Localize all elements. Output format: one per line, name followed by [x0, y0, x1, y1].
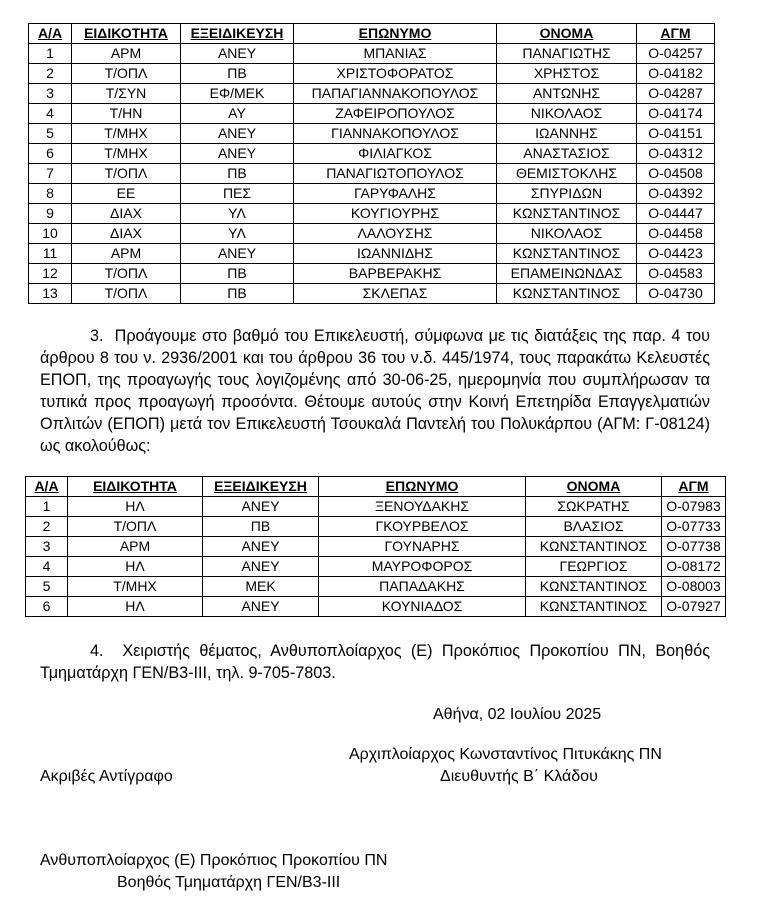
cell-first-name: ΧΡΗΣΤΟΣ — [497, 64, 637, 84]
table-row — [29, 144, 715, 164]
cell-subspecialty: ΠΒ — [181, 164, 294, 184]
cell-specialty: Τ/ΟΠΛ — [72, 164, 181, 184]
paragraph-3 — [40, 325, 710, 457]
cell-first-name: ΑΝΤΩΝΗΣ — [497, 84, 637, 104]
column-header-surname: ΕΠΩΝΥΜΟ — [294, 24, 497, 44]
paragraph-text: Προάγουμε στο βαθμό του Επικελευστή, σύμφωνα με τις διατάξεις της παρ. 4 του άρθρου 8 του ν. 2936/2001 και του άρθρου 36 του ν.δ. 445/1974, τους παρακάτω Κελευστές ΕΠΟΠ, της προαγωγής τους λογιζομένης από 30-06-25, ημερομηνία που συμπλήρωσαν τα τυπικά προς προαγωγή προσόντα. Θέτουμε αυτούς στην Κοινή Επετηρίδα Επαγγελματιών Οπλιτών (ΕΠΟΠ) μετά τον Επικελευστή Τσουκαλά Παντελή του Πολυκάρπου (ΑΓΜ: Γ-08124) ως ακολούθως: — [40, 327, 710, 455]
table-row — [29, 104, 715, 124]
cell-aa: 10 — [29, 224, 72, 244]
cell-first-name: ΚΩΝΣΤΑΝΤΙΝΟΣ — [526, 597, 662, 617]
cell-first-name: ΚΩΝΣΤΑΝΤΙΝΟΣ — [526, 577, 662, 597]
table-row — [26, 517, 726, 537]
table-row — [29, 184, 715, 204]
table-row — [29, 284, 715, 304]
cell-aa: 12 — [29, 264, 72, 284]
cell-surname: ΓΚΟΥΡΒΕΛΟΣ — [319, 517, 526, 537]
table-header-row — [29, 24, 715, 44]
place-date: Αθήνα, 02 Ιουλίου 2025 — [433, 706, 602, 723]
cell-agm: Ο-08172 — [662, 557, 726, 577]
cell-surname: ΠΑΝΑΓΙΩΤΟΠΟΥΛΟΣ — [294, 164, 497, 184]
cell-aa: 6 — [26, 597, 68, 617]
cell-aa: 1 — [29, 44, 72, 64]
cell-surname: ΣΚΛΕΠΑΣ — [294, 284, 497, 304]
paragraph-4 — [40, 640, 710, 684]
cell-agm: Ο-04182 — [637, 64, 715, 84]
cell-subspecialty: ΑΝΕΥ — [181, 244, 294, 264]
cell-aa: 3 — [29, 84, 72, 104]
cell-specialty: Τ/ΟΠΛ — [72, 284, 181, 304]
cell-subspecialty: ΑΝΕΥ — [203, 497, 319, 517]
table-row — [26, 557, 726, 577]
table-row — [29, 204, 715, 224]
column-header-specialty: ΕΙΔΙΚΟΤΗΤΑ — [68, 477, 203, 497]
cell-surname: ΒΑΡΒΕΡΑΚΗΣ — [294, 264, 497, 284]
cell-first-name: ΑΝΑΣΤΑΣΙΟΣ — [497, 144, 637, 164]
column-header-aa: Α/Α — [29, 24, 72, 44]
cell-subspecialty: ΑΝΕΥ — [181, 44, 294, 64]
certifier-name: Ανθυποπλοίαρχος (Ε) Προκόπιος Προκοπίου ΠΝ — [40, 852, 388, 869]
cell-subspecialty: ΑΥ — [181, 104, 294, 124]
cell-agm: Ο-04583 — [637, 264, 715, 284]
cell-specialty: Τ/ΜΗΧ — [72, 144, 181, 164]
table-row — [26, 537, 726, 557]
cell-agm: Ο-04730 — [637, 284, 715, 304]
table-row — [29, 264, 715, 284]
cell-subspecialty: ΑΝΕΥ — [203, 537, 319, 557]
cell-specialty: ΑΡΜ — [72, 244, 181, 264]
cell-subspecialty: ΕΦ/ΜΕΚ — [181, 84, 294, 104]
cell-specialty: Τ/ΜΗΧ — [68, 577, 203, 597]
cell-first-name: ΚΩΝΣΤΑΝΤΙΝΟΣ — [497, 204, 637, 224]
cell-surname: ΚΟΥΓΙΟΥΡΗΣ — [294, 204, 497, 224]
cell-agm: Ο-04312 — [637, 144, 715, 164]
table-row — [26, 577, 726, 597]
cell-specialty: Τ/ΟΠΛ — [68, 517, 203, 537]
cell-first-name: ΕΠΑΜΕΙΝΩΝΔΑΣ — [497, 264, 637, 284]
cell-agm: Ο-07738 — [662, 537, 726, 557]
cell-first-name: ΚΩΝΣΤΑΝΤΙΝΟΣ — [497, 244, 637, 264]
promotion-table-2 — [25, 476, 726, 617]
column-header-agm: ΑΓΜ — [637, 24, 715, 44]
cell-first-name: ΙΩΑΝΝΗΣ — [497, 124, 637, 144]
cell-agm: Ο-04151 — [637, 124, 715, 144]
column-header-first-name: ΟΝΟΜΑ — [526, 477, 662, 497]
signatory-title: Διευθυντής Β΄ Κλάδου — [440, 768, 598, 785]
cell-subspecialty: ΑΝΕΥ — [203, 597, 319, 617]
cell-surname: ΦΙΛΙΑΓΚΟΣ — [294, 144, 497, 164]
cell-first-name: ΠΑΝΑΓΙΩΤΗΣ — [497, 44, 637, 64]
cell-aa: 4 — [29, 104, 72, 124]
cell-aa: 9 — [29, 204, 72, 224]
cell-specialty: Τ/ΜΗΧ — [72, 124, 181, 144]
cell-first-name: ΝΙΚΟΛΑΟΣ — [497, 104, 637, 124]
cell-subspecialty: ΑΝΕΥ — [181, 144, 294, 164]
cell-first-name: ΓΕΩΡΓΙΟΣ — [526, 557, 662, 577]
cell-surname: ΧΡΙΣΤΟΦΟΡΑΤΟΣ — [294, 64, 497, 84]
table-row — [29, 64, 715, 84]
cell-surname: ΓΑΡΥΦΑΛΗΣ — [294, 184, 497, 204]
cell-agm: Ο-04392 — [637, 184, 715, 204]
cell-aa: 4 — [26, 557, 68, 577]
column-header-subspecialty: ΕΞΕΙΔΙΚΕΥΣΗ — [181, 24, 294, 44]
cell-agm: Ο-07733 — [662, 517, 726, 537]
cell-aa: 5 — [26, 577, 68, 597]
column-header-agm: ΑΓΜ — [662, 477, 726, 497]
column-header-specialty: ΕΙΔΙΚΟΤΗΤΑ — [72, 24, 181, 44]
column-header-subspecialty: ΕΞΕΙΔΙΚΕΥΣΗ — [203, 477, 319, 497]
cell-specialty: ΗΛ — [68, 497, 203, 517]
cell-first-name: ΘΕΜΙΣΤΟΚΛΗΣ — [497, 164, 637, 184]
cell-specialty: Τ/ΟΠΛ — [72, 64, 181, 84]
cell-surname: ΜΑΥΡΟΦΟΡΟΣ — [319, 557, 526, 577]
cell-agm: Ο-04257 — [637, 44, 715, 64]
cell-subspecialty: ΜΕΚ — [203, 577, 319, 597]
cell-specialty: ΔΙΑΧ — [72, 224, 181, 244]
cell-agm: Ο-08003 — [662, 577, 726, 597]
cell-agm: Ο-04458 — [637, 224, 715, 244]
cell-agm: Ο-04447 — [637, 204, 715, 224]
table-row — [29, 84, 715, 104]
cell-aa: 11 — [29, 244, 72, 264]
certifier-title: Βοηθός Τμηματάρχη ΓΕΝ/Β3-ΙΙΙ — [117, 874, 341, 891]
cell-surname: ΞΕΝΟΥΔΑΚΗΣ — [319, 497, 526, 517]
column-header-aa: Α/Α — [26, 477, 68, 497]
cell-first-name: ΣΠΥΡΙΔΩΝ — [497, 184, 637, 204]
column-header-first-name: ΟΝΟΜΑ — [497, 24, 637, 44]
cell-aa: 5 — [29, 124, 72, 144]
cell-specialty: ΗΛ — [68, 597, 203, 617]
cell-aa: 7 — [29, 164, 72, 184]
cell-aa: 2 — [29, 64, 72, 84]
cell-surname: ΓΟΥΝΑΡΗΣ — [319, 537, 526, 557]
table-header-row — [26, 477, 726, 497]
cell-specialty: Τ/ΗΝ — [72, 104, 181, 124]
cell-agm: Ο-04423 — [637, 244, 715, 264]
cell-specialty: Τ/ΟΠΛ — [72, 264, 181, 284]
cell-surname: ΛΑΛΟΥΣΗΣ — [294, 224, 497, 244]
cell-surname: ΓΙΑΝΝΑΚΟΠΟΥΛΟΣ — [294, 124, 497, 144]
cell-agm: Ο-04287 — [637, 84, 715, 104]
cell-aa: 13 — [29, 284, 72, 304]
table-row — [29, 124, 715, 144]
cell-surname: ΠΑΠΑΓΙΑΝΝΑΚΟΠΟΥΛΟΣ — [294, 84, 497, 104]
cell-first-name: ΣΩΚΡΑΤΗΣ — [526, 497, 662, 517]
cell-agm: Ο-04174 — [637, 104, 715, 124]
cell-first-name: ΒΛΑΣΙΟΣ — [526, 517, 662, 537]
cell-subspecialty: ΠΒ — [203, 517, 319, 537]
table-row — [29, 244, 715, 264]
promotion-table-1 — [28, 23, 715, 304]
certified-copy-label: Ακριβές Αντίγραφο — [40, 768, 173, 785]
cell-surname: ΖΑΦΕΙΡΟΠΟΥΛΟΣ — [294, 104, 497, 124]
paragraph-number: 3. — [90, 327, 104, 345]
cell-first-name: ΚΩΝΣΤΑΝΤΙΝΟΣ — [497, 284, 637, 304]
cell-subspecialty: ΠΒ — [181, 264, 294, 284]
cell-specialty: ΕΕ — [72, 184, 181, 204]
table-row — [29, 44, 715, 64]
cell-agm: Ο-07983 — [662, 497, 726, 517]
cell-specialty: ΑΡΜ — [72, 44, 181, 64]
cell-subspecialty: ΑΝΕΥ — [203, 557, 319, 577]
table-row — [29, 224, 715, 244]
cell-surname: ΜΠΑΝΙΑΣ — [294, 44, 497, 64]
cell-subspecialty: ΥΛ — [181, 204, 294, 224]
paragraph-text: Χειριστής θέματος, Ανθυποπλοίαρχος (Ε) Προκόπιος Προκοπίου ΠΝ, Βοηθός Τμηματάρχη ΓΕΝ/Β3-ΙΙΙ, τηλ. 9-705-7803. — [40, 642, 710, 682]
cell-aa: 6 — [29, 144, 72, 164]
cell-specialty: ΗΛ — [68, 557, 203, 577]
cell-first-name: ΝΙΚΟΛΑΟΣ — [497, 224, 637, 244]
cell-surname: ΠΑΠΑΔΑΚΗΣ — [319, 577, 526, 597]
table-row — [29, 164, 715, 184]
cell-subspecialty: ΠΒ — [181, 284, 294, 304]
cell-aa: 2 — [26, 517, 68, 537]
cell-subspecialty: ΥΛ — [181, 224, 294, 244]
column-header-surname: ΕΠΩΝΥΜΟ — [319, 477, 526, 497]
cell-first-name: ΚΩΝΣΤΑΝΤΙΝΟΣ — [526, 537, 662, 557]
cell-subspecialty: ΑΝΕΥ — [181, 124, 294, 144]
cell-surname: ΙΩΑΝΝΙΔΗΣ — [294, 244, 497, 264]
cell-subspecialty: ΠΕΣ — [181, 184, 294, 204]
cell-agm: Ο-07927 — [662, 597, 726, 617]
cell-specialty: Τ/ΣΥΝ — [72, 84, 181, 104]
signatory-name: Αρχιπλοίαρχος Κωνσταντίνος Πιτυκάκης ΠΝ — [349, 746, 662, 763]
paragraph-number: 4. — [90, 642, 104, 660]
table-row — [26, 597, 726, 617]
cell-aa: 1 — [26, 497, 68, 517]
cell-subspecialty: ΠΒ — [181, 64, 294, 84]
table-row — [26, 497, 726, 517]
cell-specialty: ΔΙΑΧ — [72, 204, 181, 224]
cell-aa: 3 — [26, 537, 68, 557]
cell-aa: 8 — [29, 184, 72, 204]
cell-agm: Ο-04508 — [637, 164, 715, 184]
cell-surname: ΚΟΥΝΙΑΔΟΣ — [319, 597, 526, 617]
cell-specialty: ΑΡΜ — [68, 537, 203, 557]
